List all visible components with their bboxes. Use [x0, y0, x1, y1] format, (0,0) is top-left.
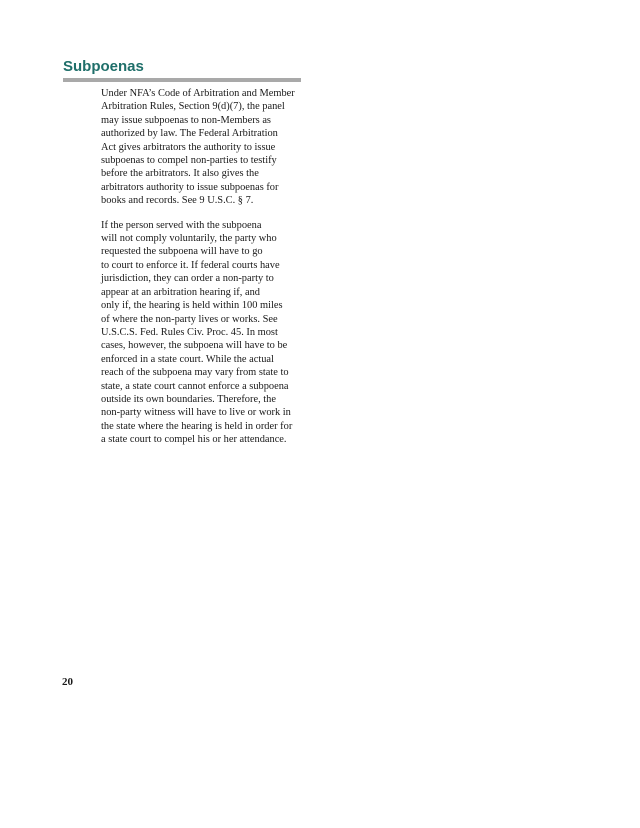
text-line: enforced in a state court. While the actual	[101, 353, 274, 365]
text-line: U.S.C.S. Fed. Rules Civ. Proc. 45. In most	[101, 326, 278, 338]
body-text	[101, 87, 311, 447]
text-line: the state where the hearing is held in order for	[101, 420, 293, 432]
text-line: books and records. See 9 U.S.C. § 7.	[101, 195, 254, 207]
text-line: may issue subpoenas to non-Members as	[101, 114, 271, 126]
text-line: jurisdiction, they can order a non-party to	[101, 273, 274, 285]
text-line: a state court to compel his or her attendance.	[101, 434, 287, 446]
text-line: cases, however, the subpoena will have to be	[101, 340, 288, 352]
text-line: to court to enforce it. If federal courts have	[101, 259, 280, 271]
text-line: Arbitration Rules, Section 9(d)(7), the panel	[101, 101, 285, 113]
paragraph-spacer	[101, 208, 311, 219]
text-line: of where the non-party lives or works. See	[101, 313, 278, 325]
text-line: state, a state court cannot enforce a subpoena	[101, 380, 289, 392]
text-line: reach of the subpoena may vary from state to	[101, 367, 289, 379]
text-line: non-party witness will have to live or work in	[101, 407, 291, 419]
paragraph-2	[101, 219, 311, 447]
text-line: If the person served with the subpoena	[101, 219, 262, 231]
text-line: appear at an arbitration hearing if, and	[101, 286, 260, 298]
page-number: 20	[62, 676, 73, 688]
title-underline-rule	[63, 78, 301, 82]
text-line: subpoenas to compel non-parties to testify	[101, 155, 277, 167]
text-line: requested the subpoena will have to go	[101, 246, 263, 258]
text-line: outside its own boundaries. Therefore, the	[101, 393, 276, 405]
section-title: Subpoenas	[63, 58, 144, 75]
text-line: authorized by law. The Federal Arbitration	[101, 128, 278, 140]
text-line: arbitrators authority to issue subpoenas for	[101, 181, 279, 193]
text-line: only if, the hearing is held within 100 miles	[101, 300, 283, 312]
text-line: Act gives arbitrators the authority to issue	[101, 141, 276, 153]
paragraph-1	[101, 87, 311, 208]
text-line: before the arbitrators. It also gives the	[101, 168, 259, 180]
text-line: Under NFA’s Code of Arbitration and Member	[101, 88, 295, 99]
text-line: will not comply voluntarily, the party who	[101, 233, 277, 245]
